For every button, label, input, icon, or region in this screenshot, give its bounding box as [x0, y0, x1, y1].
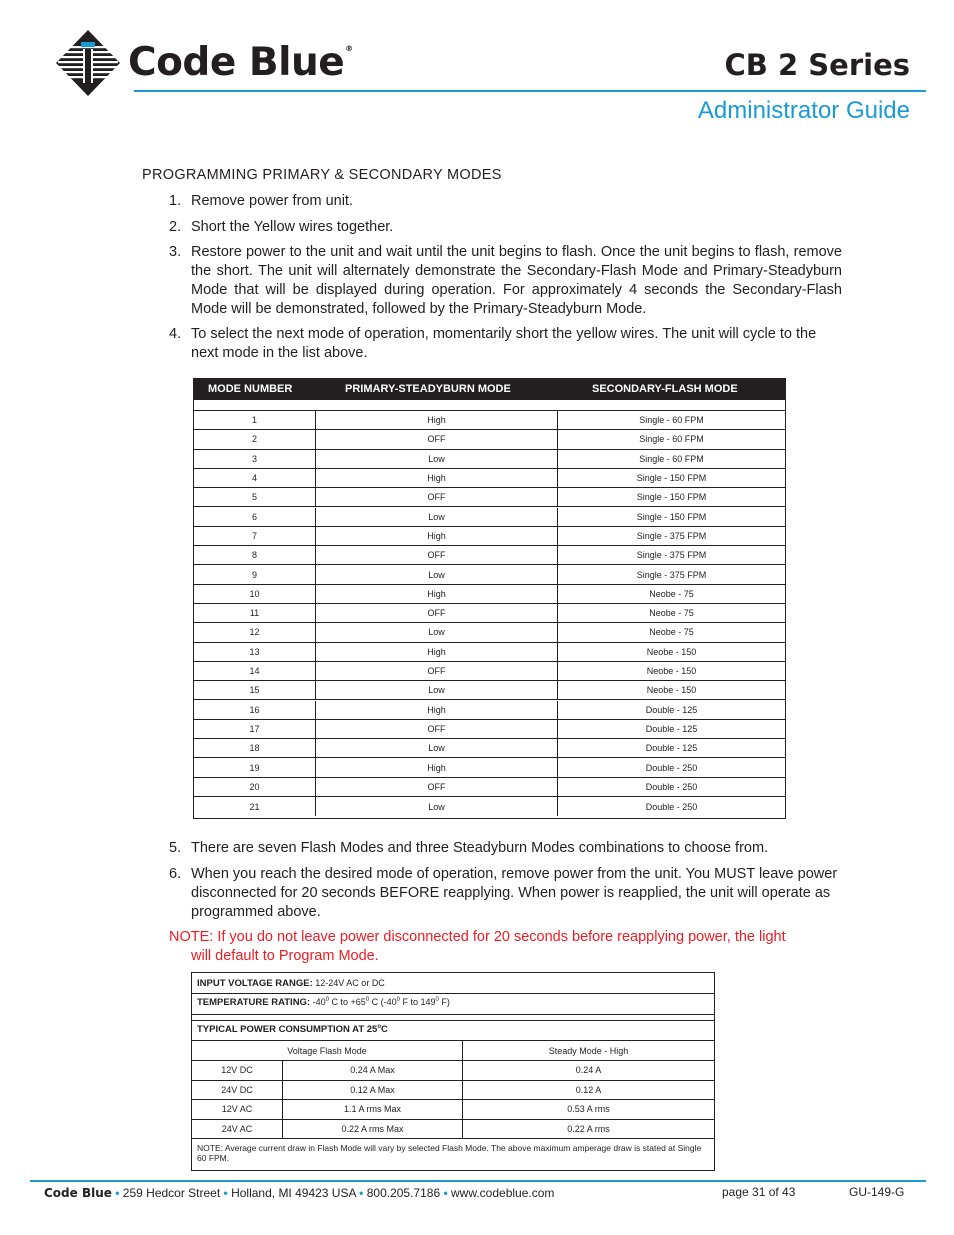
mode-number-cell: 3 — [251, 453, 257, 464]
flash-cell: Double - 125 — [557, 739, 785, 757]
step-text: When you reach the desired mode of operation, remove power from the unit. You MUST leave power disconnected for 20 seconds BEFORE reapplying. When power is reapplied, the unit will operate as programmed above. — [191, 866, 838, 920]
power-note: NOTE: Average current draw in Flash Mode will vary by selected Flash Mode. The above maximum amperage draw is stated at Single 60 FPM. — [197, 1143, 702, 1163]
table-row — [194, 623, 785, 642]
steadyburn-cell: Low — [315, 508, 557, 526]
mode-number-cell: 14 — [249, 666, 260, 677]
flash-cell: Neobe - 75 — [557, 585, 785, 603]
step-4 — [169, 325, 842, 363]
note-line-1: NOTE: If you do not leave power disconnected for 20 seconds before reapplying power, the light — [169, 929, 786, 945]
voltage-cell: 24V AC — [221, 1123, 253, 1134]
temperature-row — [197, 997, 450, 1008]
steadyburn-cell: Low — [315, 450, 557, 468]
steady-current-cell: 0.53 A rms — [567, 1104, 610, 1115]
footer-web[interactable]: www.codeblue.com — [451, 1186, 555, 1200]
step-text: Remove power from unit. — [191, 193, 353, 209]
table-row — [194, 508, 785, 527]
row-divider — [192, 1138, 714, 1139]
table-row — [194, 527, 785, 546]
flash-cell: Single - 150 FPM — [557, 469, 785, 487]
mode-number-cell: 21 — [249, 801, 260, 812]
table-row — [194, 701, 785, 720]
mode-number-cell: 9 — [251, 569, 257, 580]
steady-current-cell: 0.22 A rms — [567, 1123, 610, 1134]
steadyburn-cell: Low — [315, 623, 557, 641]
step-5 — [169, 839, 842, 858]
mode-table — [193, 378, 786, 819]
table-row — [194, 739, 785, 758]
header-mode-number: MODE NUMBER — [208, 383, 293, 395]
footer-address: Code Blue • 259 Hedcor Street • Holland, MI 49423 USA • 800.205.7186 • www.codeblue.com — [44, 1186, 555, 1200]
steadyburn-cell: Low — [315, 681, 557, 699]
mode-number-cell: 13 — [249, 646, 260, 657]
document-id: GU-149-G — [849, 1185, 905, 1199]
mode-number-cell: 6 — [251, 511, 257, 522]
steadyburn-cell: High — [315, 701, 557, 719]
step-text: Restore power to the unit and wait until the unit begins to flash. Once the unit begins to flash, remove the short. The unit will alternately demonstrate the Secondary-Flash Mode and Primary-Steadyburn Mode that will be displayed during operation. For approximately 4 seconds the Secondary-Flash Mode will be demonstrated, followed by the Primary-Steadyburn Mode. — [191, 244, 842, 317]
step-2 — [169, 218, 842, 237]
table-row — [194, 565, 785, 584]
steadyburn-cell: OFF — [315, 720, 557, 738]
table-row — [194, 720, 785, 739]
temperature-value: $-40^0$ C to $+65^0$ C ($-40^0$ F to $149^0$ F) — [312, 997, 450, 1007]
steadyburn-cell: OFF — [315, 546, 557, 564]
brand-logo-text: Code Blue® — [128, 40, 353, 85]
flash-cell: Double - 125 — [557, 701, 785, 719]
flash-cell: Single - 375 FPM — [557, 527, 785, 545]
flash-cell: Double - 125 — [557, 720, 785, 738]
mode-table-spacer — [194, 400, 785, 411]
flash-cell: Double - 250 — [557, 797, 785, 816]
col-flash-header: Voltage Flash Mode — [287, 1045, 367, 1056]
table-row — [194, 585, 785, 604]
warning-note — [169, 928, 842, 966]
mode-number-cell: 16 — [249, 704, 260, 715]
voltage-cell: 12V DC — [221, 1065, 253, 1076]
flash-cell: Single - 375 FPM — [557, 565, 785, 583]
steadyburn-cell: Low — [315, 797, 557, 816]
input-voltage-value: 12-24V AC or DC — [315, 978, 385, 988]
footer-city: Holland, MI 49423 USA — [231, 1186, 356, 1200]
col-steady-header: Steady Mode - High — [548, 1045, 629, 1056]
step-3 — [169, 243, 842, 319]
flash-cell: Double - 250 — [557, 758, 785, 776]
steadyburn-cell: High — [315, 527, 557, 545]
step-text: There are seven Flash Modes and three Steadyburn Modes combinations to choose from. — [191, 840, 769, 856]
flash-cell: Single - 150 FPM — [557, 488, 785, 506]
footer-street: 259 Hedcor Street — [122, 1186, 221, 1200]
temperature-label: TEMPERATURE RATING: — [197, 997, 311, 1008]
header-secondary-flash: SECONDARY-FLASH MODE — [592, 383, 738, 395]
steady-current-cell: 0.12 A — [575, 1084, 602, 1095]
table-row — [194, 546, 785, 565]
steadyburn-cell: OFF — [315, 662, 557, 680]
footer-divider — [30, 1180, 926, 1182]
steadyburn-cell: OFF — [315, 430, 557, 448]
step-number: 6. — [169, 866, 182, 882]
mode-number-cell: 1 — [251, 415, 257, 426]
table-row — [194, 450, 785, 469]
table-row — [194, 681, 785, 700]
flash-current-cell: 1.1 A rms Max — [343, 1104, 402, 1115]
row-divider — [192, 993, 714, 994]
voltage-cell: 12V AC — [221, 1104, 253, 1115]
table-row — [194, 643, 785, 662]
mode-number-cell: 15 — [249, 685, 260, 696]
flash-cell: Neobe - 150 — [557, 643, 785, 661]
series-title: CB 2 Series — [724, 48, 910, 82]
mode-number-cell: 19 — [249, 762, 260, 773]
footer-phone: 800.205.7186 — [366, 1186, 441, 1200]
flash-cell: Neobe - 150 — [557, 662, 785, 680]
mode-number-cell: 7 — [251, 530, 257, 541]
mode-number-cell: 18 — [249, 743, 260, 754]
step-number: 5. — [169, 840, 182, 856]
mode-number-cell: 4 — [251, 473, 257, 484]
note-line-2: will default to Program Mode. — [191, 948, 379, 964]
row-divider — [192, 1020, 714, 1021]
voltage-cell: 24V DC — [221, 1084, 253, 1095]
flash-cell: Neobe - 75 — [557, 623, 785, 641]
mode-number-cell: 10 — [249, 588, 260, 599]
step-6 — [169, 865, 842, 922]
steady-current-cell: 0.24 A — [575, 1065, 602, 1076]
row-divider — [192, 1014, 714, 1015]
page-number: page 31 of 43 — [722, 1185, 796, 1199]
steadyburn-cell: OFF — [315, 604, 557, 622]
flash-cell: Single - 60 FPM — [557, 430, 785, 448]
table-row — [194, 488, 785, 507]
header-divider — [134, 90, 926, 92]
footer-brand: Code Blue — [44, 1186, 112, 1200]
flash-cell: Single - 375 FPM — [557, 546, 785, 564]
steadyburn-cell: OFF — [315, 488, 557, 506]
steadyburn-cell: High — [315, 758, 557, 776]
mode-number-cell: 20 — [249, 781, 260, 792]
steadyburn-cell: Low — [315, 565, 557, 583]
flash-cell: Neobe - 150 — [557, 681, 785, 699]
flash-cell: Single - 150 FPM — [557, 508, 785, 526]
mode-number-cell: 12 — [249, 627, 260, 638]
table-row — [194, 797, 785, 816]
steadyburn-cell: OFF — [315, 778, 557, 796]
mode-number-cell: 2 — [251, 434, 257, 445]
flash-cell: Single - 60 FPM — [557, 411, 785, 429]
steadyburn-cell: High — [315, 585, 557, 603]
step-number: 1. — [169, 193, 182, 209]
mode-number-cell: 5 — [251, 492, 257, 503]
step-text: Short the Yellow wires together. — [191, 219, 394, 235]
guide-title: Administrator Guide — [697, 97, 910, 124]
step-number: 2. — [169, 219, 182, 235]
table-row — [194, 778, 785, 797]
table-row — [194, 662, 785, 681]
consumption-heading: TYPICAL POWER CONSUMPTION AT 25$^o$C — [197, 1024, 388, 1036]
flash-current-cell: 0.12 A Max — [350, 1084, 395, 1095]
mode-table-header — [194, 379, 785, 400]
flash-current-cell: 0.22 A rms Max — [341, 1123, 404, 1134]
input-voltage-label: INPUT VOLTAGE RANGE: — [197, 978, 313, 989]
flash-current-cell: 0.24 A Max — [350, 1065, 395, 1076]
table-row — [194, 604, 785, 623]
power-specs-table — [191, 972, 715, 1171]
step-number: 4. — [169, 326, 182, 342]
table-row — [194, 430, 785, 449]
input-voltage-row — [197, 978, 385, 989]
code-blue-logo-icon — [56, 30, 120, 96]
mode-number-cell: 17 — [249, 723, 260, 734]
header-primary-steadyburn: PRIMARY-STEADYBURN MODE — [345, 383, 511, 395]
table-row — [194, 469, 785, 488]
flash-cell: Single - 60 FPM — [557, 450, 785, 468]
step-1 — [169, 192, 842, 211]
table-row — [194, 758, 785, 777]
table-row — [194, 411, 785, 430]
steadyburn-cell: Low — [315, 739, 557, 757]
step-text: To select the next mode of operation, momentarily short the yellow wires. The unit will cycle to the next mode in the list above. — [191, 326, 817, 361]
flash-cell: Neobe - 75 — [557, 604, 785, 622]
steadyburn-cell: High — [315, 411, 557, 429]
flash-cell: Double - 250 — [557, 778, 785, 796]
mode-number-cell: 8 — [251, 550, 257, 561]
mode-number-cell: 11 — [249, 608, 260, 619]
steadyburn-cell: High — [315, 469, 557, 487]
steadyburn-cell: High — [315, 643, 557, 661]
section-heading: PROGRAMMING PRIMARY & SECONDARY MODES — [142, 167, 502, 183]
step-number: 3. — [169, 244, 182, 260]
